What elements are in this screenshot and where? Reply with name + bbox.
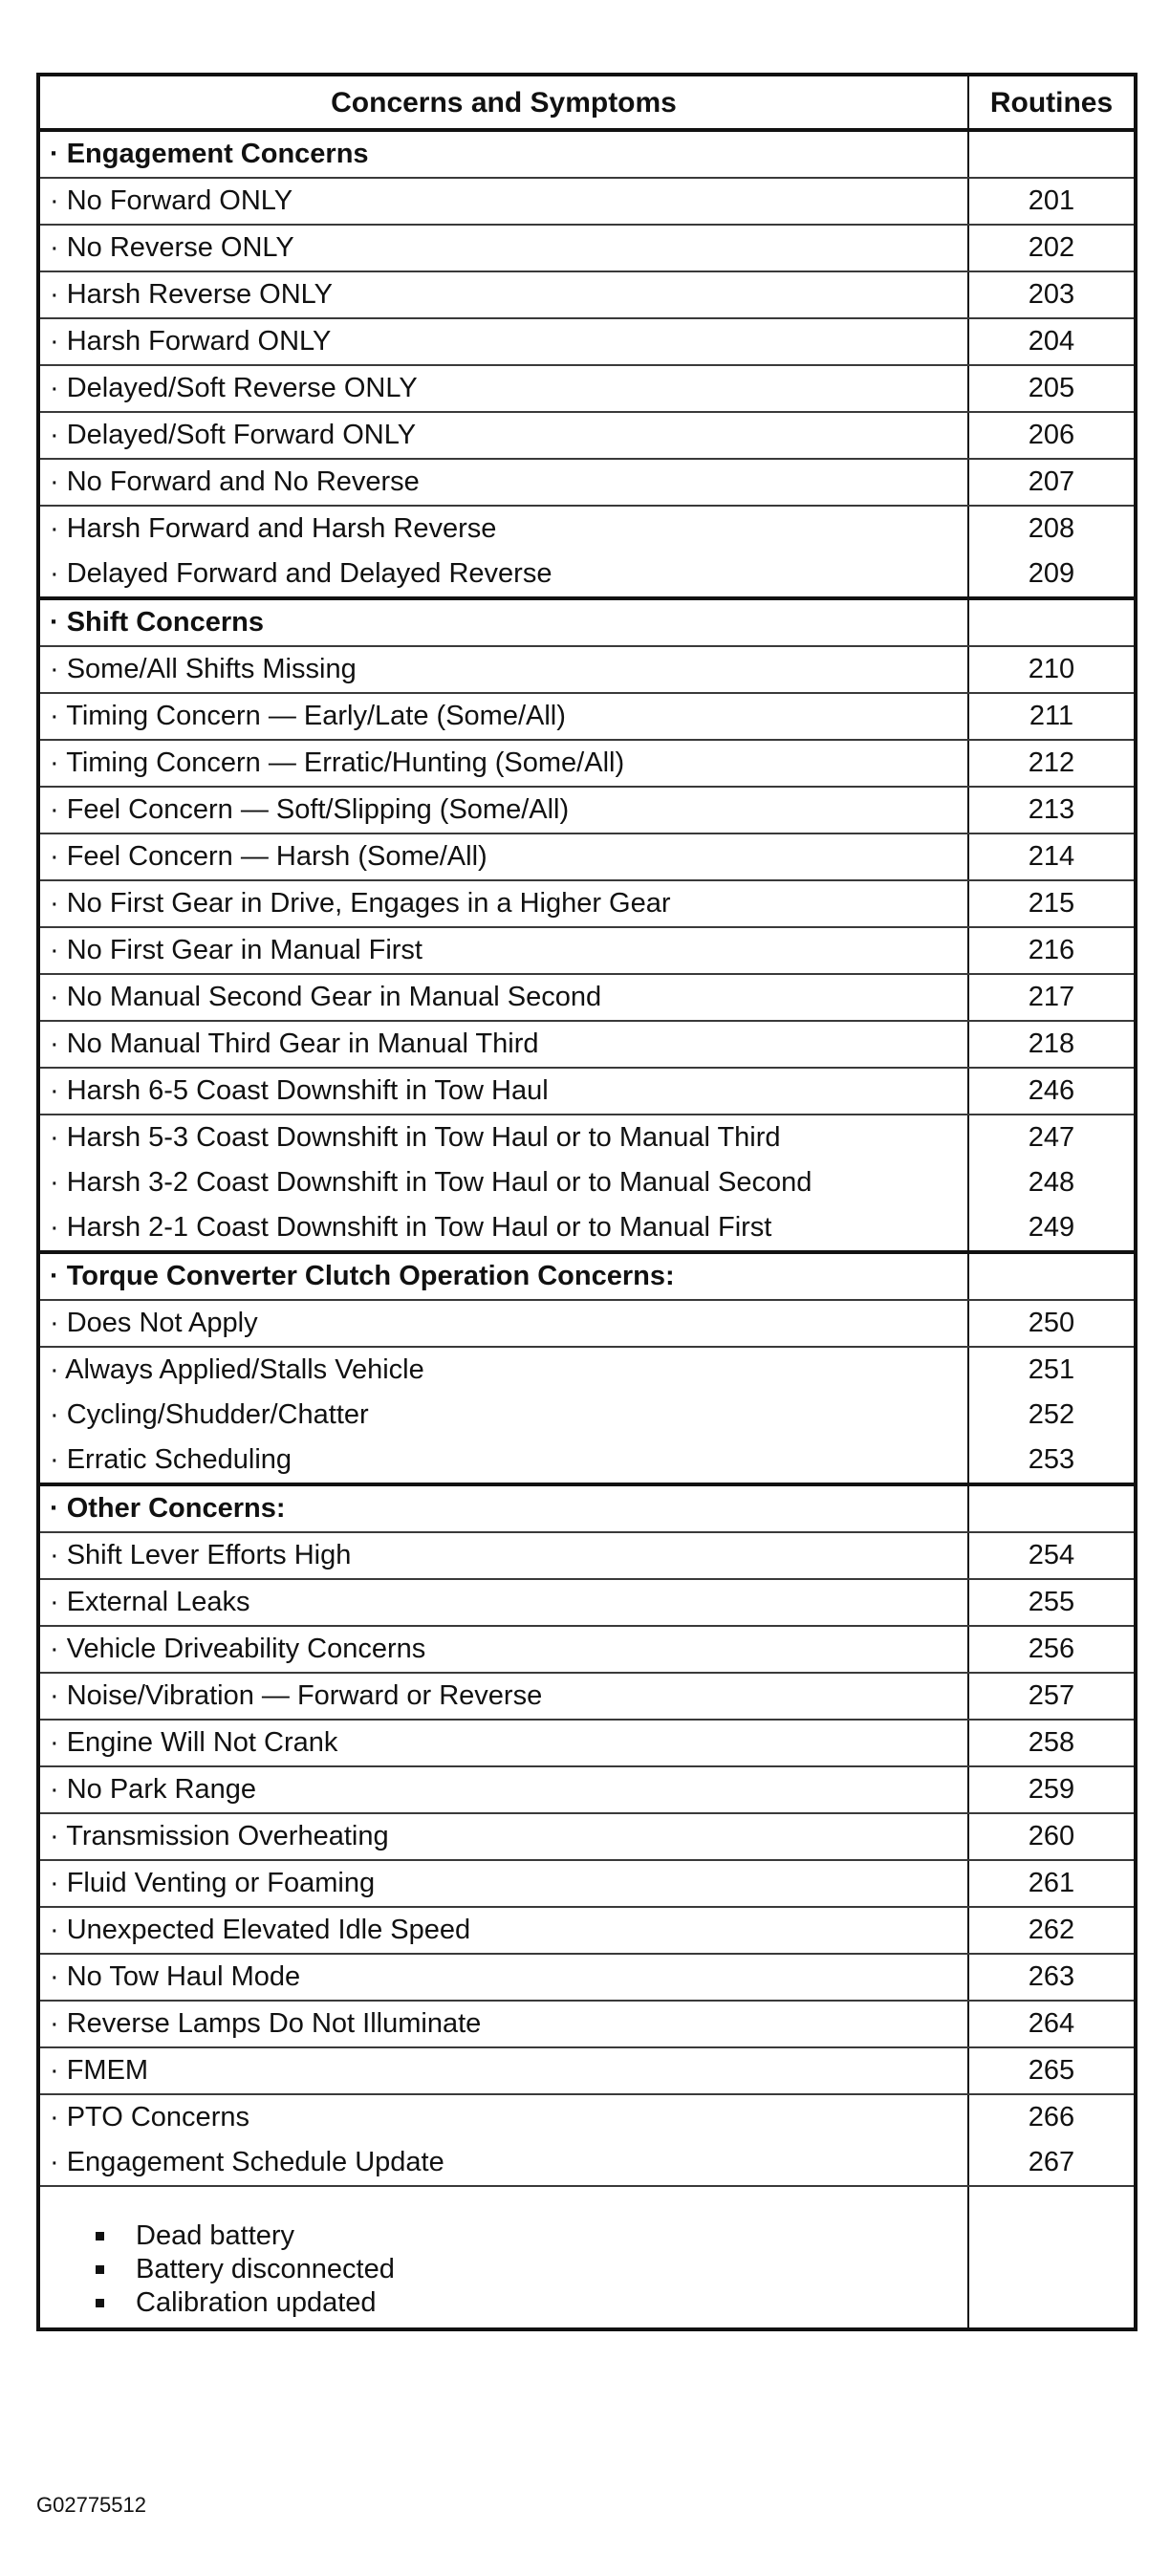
table-row — [38, 1766, 1136, 1813]
routine-code: 248 — [968, 1160, 1136, 1205]
table-row — [38, 178, 1136, 225]
concern-label: · Delayed Forward and Delayed Reverse — [38, 552, 968, 598]
routine-code: 246 — [968, 1068, 1136, 1115]
concern-label: · No Tow Haul Mode — [38, 1954, 968, 2001]
routine-code: 215 — [968, 880, 1136, 927]
table-row — [38, 2094, 1136, 2140]
routine-code: 256 — [968, 1626, 1136, 1673]
section-code-empty — [968, 598, 1136, 646]
table-row — [38, 693, 1136, 740]
header-routines: Routines — [968, 75, 1136, 130]
section-title: · Other Concerns: — [38, 1484, 968, 1532]
concern-label: · Engine Will Not Crank — [38, 1720, 968, 1766]
table-row — [38, 318, 1136, 365]
table-row — [38, 271, 1136, 318]
concern-label: · No First Gear in Manual First — [38, 927, 968, 974]
section-code-empty — [968, 1252, 1136, 1300]
notes-code-empty — [968, 2186, 1136, 2329]
concern-label: · Harsh 3-2 Coast Downshift in Tow Haul or to Manual Second — [38, 1160, 968, 1205]
section-header-row — [38, 130, 1136, 178]
routine-code: 259 — [968, 1766, 1136, 1813]
concern-label: · FMEM — [38, 2047, 968, 2094]
table-row — [38, 2001, 1136, 2047]
routine-code: 203 — [968, 271, 1136, 318]
concern-label: · Does Not Apply — [38, 1300, 968, 1347]
concern-label: · Shift Lever Efforts High — [38, 1532, 968, 1579]
table-row — [38, 1347, 1136, 1393]
concern-label: · Noise/Vibration — Forward or Reverse — [38, 1673, 968, 1720]
concern-label: · Transmission Overheating — [38, 1813, 968, 1860]
section-code-empty — [968, 1484, 1136, 1532]
concern-label: · No Manual Third Gear in Manual Third — [38, 1021, 968, 1068]
notes-cell — [38, 2186, 968, 2329]
table-row — [38, 787, 1136, 833]
figure-id-label: G02775512 — [36, 2493, 146, 2517]
table-row — [38, 1907, 1136, 1954]
concern-label: · PTO Concerns — [38, 2094, 968, 2140]
concern-label: · Delayed/Soft Forward ONLY — [38, 412, 968, 459]
concern-label: · Engagement Schedule Update — [38, 2140, 968, 2186]
routine-code: 255 — [968, 1579, 1136, 1626]
routine-code: 213 — [968, 787, 1136, 833]
routine-code: 249 — [968, 1205, 1136, 1252]
concern-label: · Reverse Lamps Do Not Illuminate — [38, 2001, 968, 2047]
table-row — [38, 365, 1136, 412]
routines-figure — [36, 73, 1138, 2331]
routine-code: 216 — [968, 927, 1136, 974]
table-row — [38, 506, 1136, 552]
table-row — [38, 1626, 1136, 1673]
section-title: · Engagement Concerns — [38, 130, 968, 178]
routine-code: 212 — [968, 740, 1136, 787]
table-row — [38, 880, 1136, 927]
concern-label: · Always Applied/Stalls Vehicle — [38, 1347, 968, 1393]
concern-label: · Harsh Forward ONLY — [38, 318, 968, 365]
routine-code: 218 — [968, 1021, 1136, 1068]
concern-label: · Feel Concern — Soft/Slipping (Some/All) — [38, 787, 968, 833]
concern-label: · No First Gear in Drive, Engages in a Higher Gear — [38, 880, 968, 927]
table-row — [38, 1115, 1136, 1160]
table-row — [38, 412, 1136, 459]
routine-code: 263 — [968, 1954, 1136, 2001]
concern-label: · No Manual Second Gear in Manual Second — [38, 974, 968, 1021]
routine-code: 204 — [968, 318, 1136, 365]
routine-code: 266 — [968, 2094, 1136, 2140]
table-row — [38, 1438, 1136, 1484]
routine-code: 205 — [968, 365, 1136, 412]
concern-label: · Harsh Forward and Harsh Reverse — [38, 506, 968, 552]
routine-code: 201 — [968, 178, 1136, 225]
table-row — [38, 740, 1136, 787]
concern-label: · Harsh 6-5 Coast Downshift in Tow Haul — [38, 1068, 968, 1115]
concern-label: · Unexpected Elevated Idle Speed — [38, 1907, 968, 1954]
table-row — [38, 1579, 1136, 1626]
routine-code: 208 — [968, 506, 1136, 552]
list-item: Dead battery — [96, 2219, 958, 2253]
routine-code: 267 — [968, 2140, 1136, 2186]
table-row — [38, 1068, 1136, 1115]
routine-code: 247 — [968, 1115, 1136, 1160]
section-header-row — [38, 1484, 1136, 1532]
section-title: · Shift Concerns — [38, 598, 968, 646]
concern-label: · Feel Concern — Harsh (Some/All) — [38, 833, 968, 880]
table-row — [38, 552, 1136, 598]
concern-label: · Harsh 2-1 Coast Downshift in Tow Haul or to Manual First — [38, 1205, 968, 1252]
header-concerns: Concerns and Symptoms — [38, 75, 968, 130]
routine-code: 261 — [968, 1860, 1136, 1907]
table-row — [38, 1021, 1136, 1068]
section-header-row — [38, 598, 1136, 646]
routine-code: 210 — [968, 646, 1136, 693]
table-row — [38, 1300, 1136, 1347]
table-row — [38, 1532, 1136, 1579]
concern-label: · Fluid Venting or Foaming — [38, 1860, 968, 1907]
routine-code: 217 — [968, 974, 1136, 1021]
routine-code: 202 — [968, 225, 1136, 271]
routine-code: 254 — [968, 1532, 1136, 1579]
concern-label: · No Forward and No Reverse — [38, 459, 968, 506]
concern-label: · Some/All Shifts Missing — [38, 646, 968, 693]
concern-label: · No Forward ONLY — [38, 178, 968, 225]
section-code-empty — [968, 130, 1136, 178]
concern-label: · Vehicle Driveability Concerns — [38, 1626, 968, 1673]
concern-label: · No Reverse ONLY — [38, 225, 968, 271]
concern-label: · Harsh 5-3 Coast Downshift in Tow Haul or to Manual Third — [38, 1115, 968, 1160]
routine-code: 206 — [968, 412, 1136, 459]
routine-code: 209 — [968, 552, 1136, 598]
notes-row — [38, 2186, 1136, 2329]
routine-code: 265 — [968, 2047, 1136, 2094]
table-row — [38, 1720, 1136, 1766]
concern-label: · External Leaks — [38, 1579, 968, 1626]
section-title: · Torque Converter Clutch Operation Concerns: — [38, 1252, 968, 1300]
table-row — [38, 1160, 1136, 1205]
table-row — [38, 1813, 1136, 1860]
table-row — [38, 974, 1136, 1021]
routine-code: 251 — [968, 1347, 1136, 1393]
routine-code: 250 — [968, 1300, 1136, 1347]
routine-code: 264 — [968, 2001, 1136, 2047]
routine-code: 260 — [968, 1813, 1136, 1860]
concern-label: · Harsh Reverse ONLY — [38, 271, 968, 318]
table-row — [38, 1673, 1136, 1720]
routine-code: 207 — [968, 459, 1136, 506]
list-item: Calibration updated — [96, 2286, 958, 2320]
concerns-routines-table — [36, 73, 1138, 2331]
routine-code: 262 — [968, 1907, 1136, 1954]
table-row — [38, 833, 1136, 880]
table-row — [38, 1393, 1136, 1438]
routine-code: 211 — [968, 693, 1136, 740]
table-row — [38, 225, 1136, 271]
concern-label: · Erratic Scheduling — [38, 1438, 968, 1484]
routine-code: 214 — [968, 833, 1136, 880]
concern-label: · No Park Range — [38, 1766, 968, 1813]
table-row — [38, 1860, 1136, 1907]
concern-label: · Timing Concern — Erratic/Hunting (Some/All) — [38, 740, 968, 787]
table-row — [38, 1205, 1136, 1252]
concern-label: · Delayed/Soft Reverse ONLY — [38, 365, 968, 412]
concern-label: · Timing Concern — Early/Late (Some/All) — [38, 693, 968, 740]
table-row — [38, 2140, 1136, 2186]
routine-code: 253 — [968, 1438, 1136, 1484]
table-row — [38, 2047, 1136, 2094]
notes-list — [50, 2219, 958, 2320]
table-row — [38, 927, 1136, 974]
table-row — [38, 459, 1136, 506]
routine-code: 252 — [968, 1393, 1136, 1438]
table-header-row — [38, 75, 1136, 130]
section-header-row — [38, 1252, 1136, 1300]
routine-code: 257 — [968, 1673, 1136, 1720]
list-item: Battery disconnected — [96, 2253, 958, 2286]
table-row — [38, 646, 1136, 693]
routine-code: 258 — [968, 1720, 1136, 1766]
table-body — [38, 130, 1136, 2329]
concern-label: · Cycling/Shudder/Chatter — [38, 1393, 968, 1438]
table-row — [38, 1954, 1136, 2001]
